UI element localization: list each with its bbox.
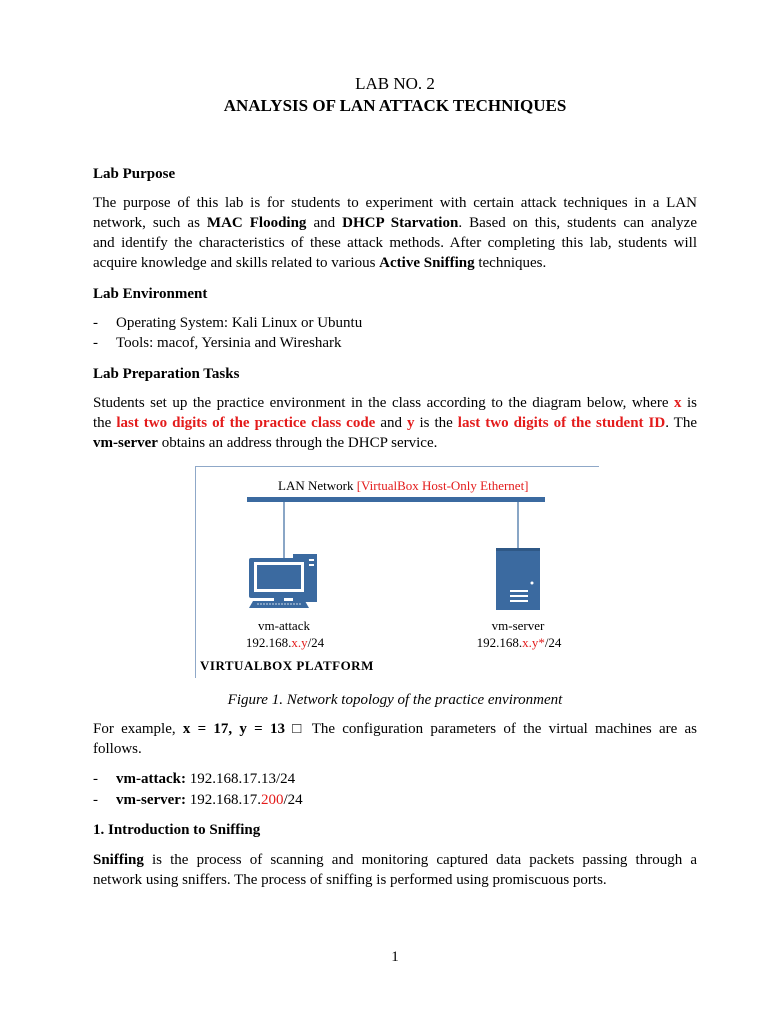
lan-bus-line [247, 497, 545, 502]
sniffing-paragraph: Sniffing is the process of scanning and monitoring captured data packets passing through a network using sniffers. The process of sniffing is performed using promiscuous ports. [93, 852, 697, 888]
page-title: ANALYSIS OF LAN ATTACK TECHNIQUES [223, 96, 567, 115]
figure-caption: Figure 1. Network topology of the practice environment [227, 692, 563, 708]
network-topology-figure [195, 466, 599, 678]
example-paragraph: For example, x = 17, y = 13 □ The configuration parameters of the virtual machines are as follows. [93, 721, 697, 757]
lab-number: LAB NO. 2 [355, 74, 435, 93]
lab-preparation-heading: Lab Preparation Tasks [93, 366, 240, 382]
server-tower-icon [496, 548, 540, 610]
virtualbox-platform-label: VIRTUALBOX PLATFORM [200, 658, 374, 673]
vm-server-ip: 192.168.x.y*/24 [476, 635, 562, 650]
vm-attack-ip: 192.168.x.y/24 [245, 635, 325, 650]
page-number: 1 [391, 949, 399, 965]
desktop-computer-icon [249, 554, 317, 608]
lab-environment-heading: Lab Environment [93, 286, 208, 302]
lan-network-label: LAN Network [VirtualBox Host-Only Ethernet] [278, 478, 529, 493]
vm-server-label: vm-server [491, 618, 545, 633]
lab-preparation-paragraph: Students set up the practice environment in the class according to the diagram below, where x is the last two digits of the practice class code and y is the last two digits of the student ID. The vm-server obtains an address through the DHCP service. [93, 395, 697, 451]
vm-attack-label: vm-attack [258, 618, 310, 633]
lab-purpose-heading: Lab Purpose [93, 166, 176, 182]
lab-purpose-paragraph: The purpose of this lab is for students to experiment with certain attack techniques in a LAN network, such as MAC Flooding and DHCP Starvation. Based on this, students can analyze and identify the characteristics of these attack methods. After completing this lab, students will acquire knowledge and skills related to various Active Sniffing techniques. [93, 195, 697, 271]
section-1-heading: 1. Introduction to Sniffing [93, 822, 261, 838]
